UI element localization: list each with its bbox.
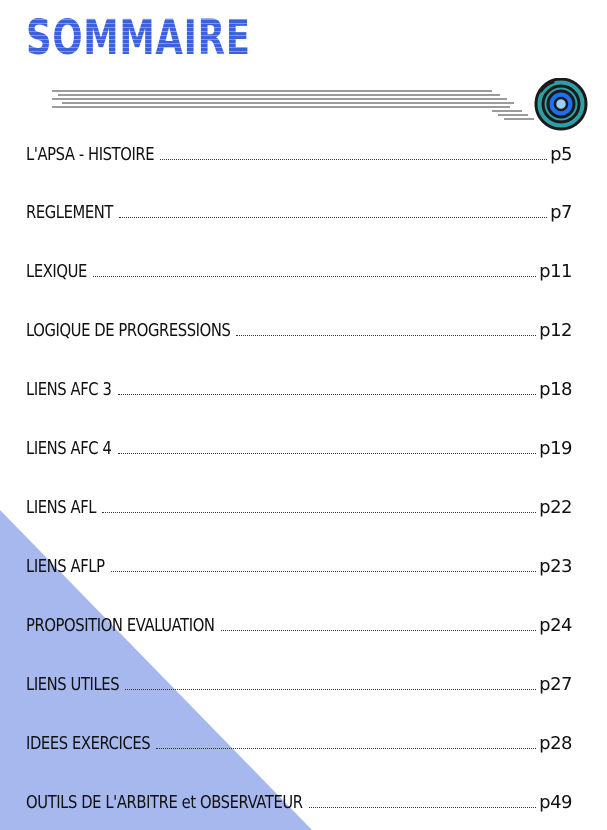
toc-label: LEXIQUE	[26, 261, 87, 282]
toc-label: IDEES EXERCICES	[26, 733, 151, 754]
toc-page-number: p28	[539, 733, 572, 754]
toc-page-number: p18	[539, 379, 572, 400]
toc-page-number: p22	[539, 497, 572, 518]
header-decoration	[52, 78, 597, 134]
toc-dot-leader	[102, 511, 536, 513]
toc-dot-leader	[111, 570, 537, 572]
toc-label: LIENS AFC 4	[26, 438, 112, 459]
toc-page-number: p23	[539, 556, 572, 577]
toc-entry[interactable]	[26, 199, 572, 223]
toc-entry[interactable]	[26, 612, 572, 636]
toc-dot-leader	[160, 158, 547, 160]
toc-entry[interactable]	[26, 730, 572, 754]
toc-page-number: p49	[539, 792, 572, 813]
toc-page-number: p7	[550, 202, 572, 223]
toc-dot-leader	[118, 393, 537, 395]
toc-page-number: p24	[539, 615, 572, 636]
toc-label: LIENS AFLP	[26, 556, 105, 577]
toc-dot-leader	[156, 747, 536, 749]
toc-entry[interactable]	[26, 258, 572, 282]
toc-dot-leader	[236, 334, 536, 336]
toc-entry[interactable]	[26, 789, 572, 813]
toc-dot-leader	[309, 806, 536, 808]
toc-entry[interactable]	[26, 141, 572, 165]
toc-dot-leader	[93, 275, 536, 277]
toc-entry[interactable]	[26, 435, 572, 459]
toc-entry[interactable]	[26, 671, 572, 695]
toc-label: LOGIQUE DE PROGRESSIONS	[26, 320, 231, 341]
toc-dot-leader	[119, 216, 547, 218]
target-icon	[536, 79, 586, 129]
toc-label: LIENS AFL	[26, 497, 97, 518]
toc-entry[interactable]	[26, 494, 572, 518]
toc-label: OUTILS DE L'ARBITRE et OBSERVATEUR	[26, 792, 303, 813]
toc-dot-leader	[125, 688, 536, 690]
toc-label: REGLEMENT	[26, 202, 113, 223]
page-title: SOMMAIRE	[26, 10, 251, 66]
toc-page-number: p19	[539, 438, 572, 459]
toc-label: LIENS UTILES	[26, 674, 120, 695]
decorative-lines	[52, 91, 534, 119]
toc-entry[interactable]	[26, 317, 572, 341]
toc-page-number: p11	[539, 261, 572, 282]
toc-label: PROPOSITION EVALUATION	[26, 615, 215, 636]
toc-page-number: p12	[539, 320, 572, 341]
toc-entry[interactable]	[26, 376, 572, 400]
toc-entry[interactable]	[26, 553, 572, 577]
toc-label: LIENS AFC 3	[26, 379, 112, 400]
toc-page-number: p5	[550, 144, 572, 165]
toc-label: L'APSA - HISTOIRE	[26, 144, 155, 165]
toc-page-number: p27	[539, 674, 572, 695]
toc-dot-leader	[118, 452, 537, 454]
toc-dot-leader	[221, 629, 537, 631]
